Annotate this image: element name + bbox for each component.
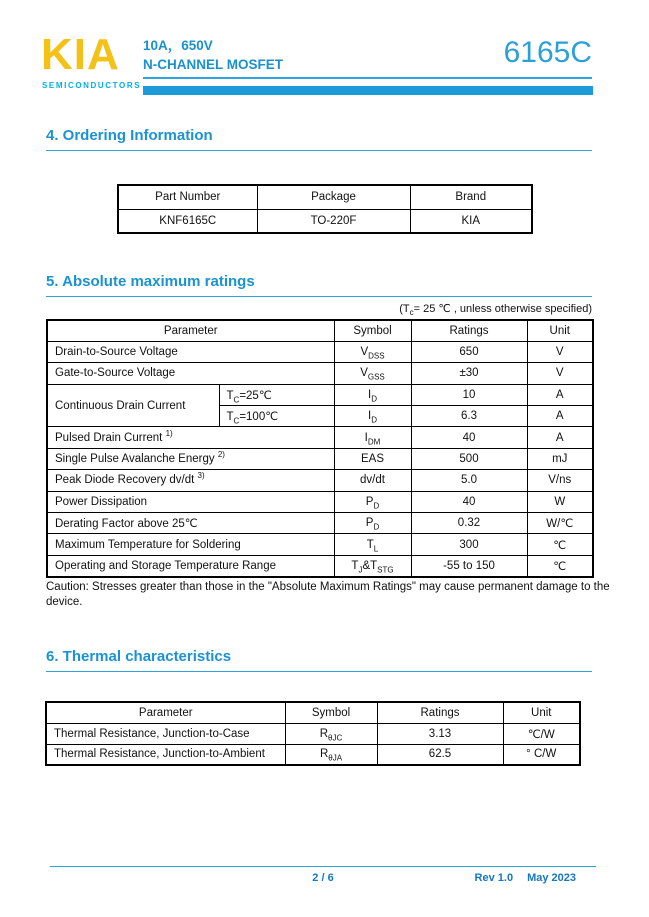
column-header: Ratings xyxy=(377,702,503,723)
cell-unit: ℃ xyxy=(527,534,593,555)
footer-rule xyxy=(50,866,596,867)
cell-symbol: $I_{DM}$ xyxy=(334,427,411,448)
cell-symbol: $V_{DSS}$ xyxy=(334,341,411,362)
cell-symbol: $P_D$ xyxy=(334,491,411,512)
table-row xyxy=(47,427,593,448)
section-title-abs-max: 5. Absolute maximum ratings xyxy=(46,273,592,297)
cell-rating: -55 to 150 xyxy=(411,555,527,576)
table-row xyxy=(47,513,593,534)
column-header: Unit xyxy=(503,702,580,723)
cell-unit: W xyxy=(527,491,593,512)
cell-symbol: $T_J\&T_{STG}$ xyxy=(334,555,411,576)
cell-parameter: Drain-to-Source Voltage xyxy=(47,341,334,362)
page-number: 2 / 6 xyxy=(312,872,334,884)
cell-symbol: $T_L$ xyxy=(334,534,411,555)
cell-parameter: Derating Factor above 25℃ xyxy=(47,513,334,534)
cell-symbol: $P_D$ xyxy=(334,513,411,534)
device-type: N-CHANNEL MOSFET xyxy=(143,57,283,72)
column-header: Unit xyxy=(527,320,593,341)
cell-parameter: Single Pulse Avalanche Energy $^{2)}$ xyxy=(47,448,334,469)
device-rating: 10A，650V xyxy=(143,38,213,53)
cell-rating: 40 xyxy=(411,491,527,512)
column-header: Parameter xyxy=(47,320,334,341)
cell-parameter: Gate-to-Source Voltage xyxy=(47,363,334,384)
kia-logo-subtext: SEMICONDUCTORS xyxy=(42,81,142,90)
column-header: Package xyxy=(257,185,410,209)
cell-condition: $T_C=100℃$ xyxy=(219,406,334,427)
cell-rating: 40 xyxy=(411,427,527,448)
cell-parameter: Operating and Storage Temperature Range xyxy=(47,555,334,576)
cell-symbol: $R_{\theta JC}$ xyxy=(285,723,377,744)
cell-parameter: Thermal Resistance, Junction-to-Ambient xyxy=(46,744,285,765)
table-cell: KNF6165C xyxy=(118,209,257,233)
column-header: Part Number xyxy=(118,185,257,209)
column-header: Ratings xyxy=(411,320,527,341)
abs-max-table xyxy=(46,319,594,578)
cell-unit: V xyxy=(527,341,593,362)
cell-unit: ° C/W xyxy=(503,744,580,765)
caution-note: Caution: Stresses greater than those in the "Absolute Maximum Ratings" may cause permanent damage to the device. xyxy=(46,581,610,608)
column-header: Symbol xyxy=(334,320,411,341)
cell-parameter: Thermal Resistance, Junction-to-Case xyxy=(46,723,285,744)
header-rule-thin xyxy=(143,77,592,79)
ordering-table xyxy=(117,184,533,234)
cell-rating: 500 xyxy=(411,448,527,469)
cell-symbol: EAS xyxy=(334,448,411,469)
table-row xyxy=(47,555,593,576)
cell-unit: A xyxy=(527,384,593,405)
footer xyxy=(50,872,596,890)
cell-unit: ℃/W xyxy=(503,723,580,744)
column-header: Symbol xyxy=(285,702,377,723)
revision-label: Rev 1.0 xyxy=(474,872,514,884)
table-row xyxy=(118,209,532,233)
table-row xyxy=(47,363,593,384)
table-cell: TO-220F xyxy=(257,209,410,233)
cell-rating: 62.5 xyxy=(377,744,503,765)
cell-parameter: Pulsed Drain Current $^{1)}$ xyxy=(47,427,334,448)
cell-symbol: $V_{GSS}$ xyxy=(334,363,411,384)
table-row xyxy=(47,341,593,362)
cell-rating: 3.13 xyxy=(377,723,503,744)
revision-block xyxy=(475,872,576,884)
table-cell: KIA xyxy=(410,209,532,233)
header-row xyxy=(46,702,580,723)
cell-symbol: $R_{\theta JA}$ xyxy=(285,744,377,765)
thermal-table xyxy=(45,701,581,766)
header-row xyxy=(118,185,532,209)
table-row xyxy=(46,744,580,765)
cell-parameter: Power Dissipation xyxy=(47,491,334,512)
test-condition-note: ($T_c= 25$ ℃ , unless otherwise specified) xyxy=(399,303,592,318)
cell-condition: $T_C=25℃$ xyxy=(219,384,334,405)
cell-rating: 5.0 xyxy=(411,470,527,491)
header-rule-thick xyxy=(143,86,593,95)
section-title-thermal: 6. Thermal characteristics xyxy=(46,648,592,672)
cell-parameter: Maximum Temperature for Soldering xyxy=(47,534,334,555)
kia-logo: KIA xyxy=(41,30,120,79)
cell-unit: A xyxy=(527,406,593,427)
column-header: Parameter xyxy=(46,702,285,723)
table-row xyxy=(47,384,593,405)
device-subtitle xyxy=(143,36,283,74)
cell-unit: ℃ xyxy=(527,555,593,576)
cell-unit: mJ xyxy=(527,448,593,469)
table-row xyxy=(47,448,593,469)
cell-symbol: $I_D$ xyxy=(334,406,411,427)
header-row xyxy=(47,320,593,341)
cell-rating: 650 xyxy=(411,341,527,362)
section-title-ordering: 4. Ordering Information xyxy=(46,127,592,151)
cell-symbol: dv/dt xyxy=(334,470,411,491)
cell-rating: 300 xyxy=(411,534,527,555)
cell-unit: V/ns xyxy=(527,470,593,491)
part-number-title: 6165C xyxy=(503,36,592,69)
cell-unit: A xyxy=(527,427,593,448)
cell-parameter: Peak Diode Recovery dv/dt $^{3)}$ xyxy=(47,470,334,491)
revision-date: May 2023 xyxy=(527,872,576,884)
cell-unit: V xyxy=(527,363,593,384)
table-row xyxy=(47,534,593,555)
table-row xyxy=(47,491,593,512)
cell-symbol: $I_D$ xyxy=(334,384,411,405)
cell-rating: 0.32 xyxy=(411,513,527,534)
cell-parameter: Continuous Drain Current xyxy=(47,384,219,427)
cell-rating: 10 xyxy=(411,384,527,405)
cell-rating: 6.3 xyxy=(411,406,527,427)
cell-unit: W/℃ xyxy=(527,513,593,534)
cell-rating: ±30 xyxy=(411,363,527,384)
column-header: Brand xyxy=(410,185,532,209)
table-row xyxy=(46,723,580,744)
table-row xyxy=(47,470,593,491)
